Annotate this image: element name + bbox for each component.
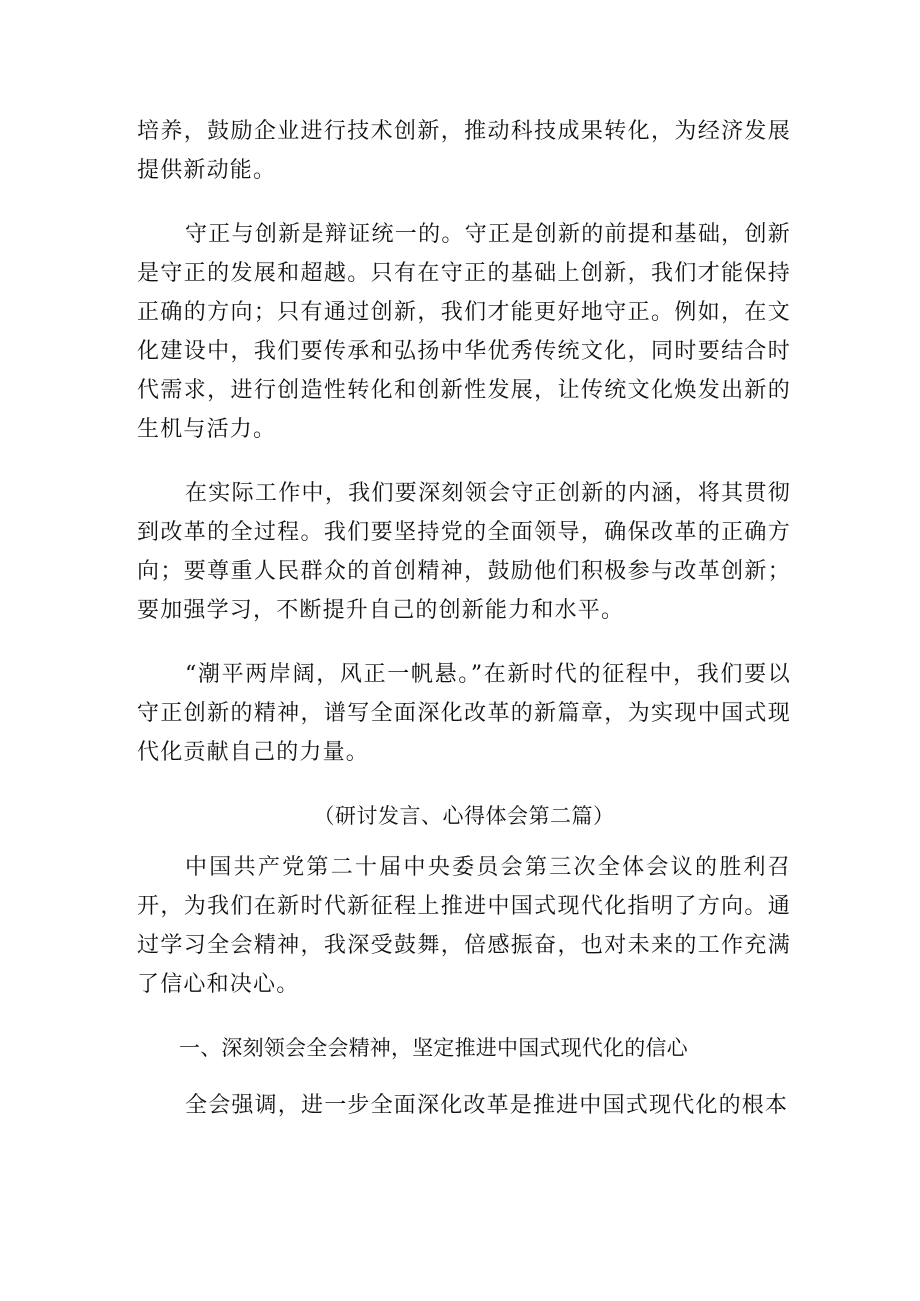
paragraph-last: 全会强调，进一步全面深化改革是推进中国式现代化的根本 — [185, 1093, 789, 1118]
section-title: （研讨发言、心得体会第二篇） — [313, 804, 615, 828]
paragraph-continuation: 培养，鼓励企业进行技术创新，推动科技成果转化，为经济发展提供新动能。 — [137, 119, 791, 183]
paragraph-dialectic: 守正与创新是辩证统一的。守正是创新的前提和基础，创新是守正的发展和超越。只有在守正的基础上创新，我们才能保持正确的方向；只有通过创新，我们才能更好地守正。例如，在文化建设中，我们要传承和弘扬中华优秀传统文化，同时要结合时代需求，进行创造性转化和创新性发展，让传统文化焕发出新的生机与活力。 — [137, 222, 791, 442]
document-body — [137, 112, 791, 1150]
paragraph-quote: “潮平两岸阔，风正一帆悬。”在新时代的征程中，我们要以守正创新的精神，谱写全面深化改革的新篇章，为实现中国式现代化贡献自己的力量。 — [137, 662, 791, 765]
paragraph-practice: 在实际工作中，我们要深刻领会守正创新的内涵，将其贯彻到改革的全过程。我们要坚持党的全面领导，确保改革的正确方向；要尊重人民群众的首创精神，鼓励他们积极参与改革创新；要加强学习，不断提升自己的创新能力和水平。 — [137, 481, 791, 623]
heading-one: 一、深刻领会全会精神，坚定推进中国式现代化的信心 — [179, 1036, 688, 1060]
paragraph-intro: 中国共产党第二十届中央委员会第三次全体会议的胜利召开，为我们在新时代新征程上推进中国式现代化指明了方向。通过学习全会精神，我深受鼓舞，倍感振奋，也对未来的工作充满了信心和决心。 — [137, 855, 791, 997]
